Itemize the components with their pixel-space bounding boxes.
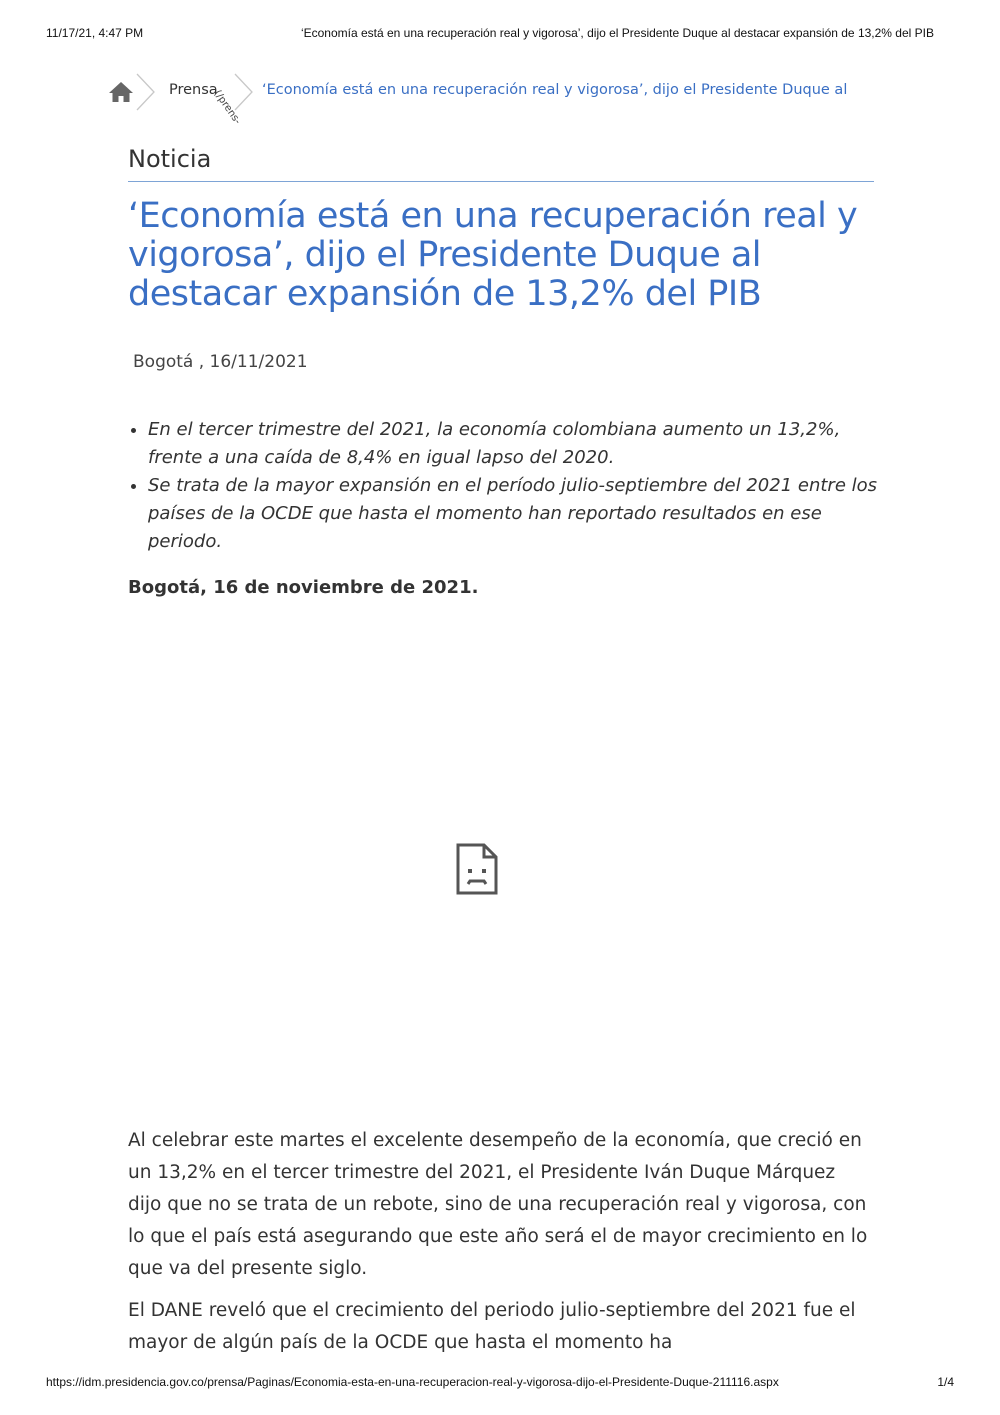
print-header (46, 26, 934, 42)
breadcrumb-rotated-text: (/prens- (211, 88, 243, 127)
section-divider (128, 181, 874, 182)
article-body (128, 1125, 868, 1369)
print-doc-title: ‘Economía está en una recuperación real y vigorosa’, dijo el Presidente Duque al destacar expansión de 13,2% del PIB (300, 26, 934, 40)
article-dateline: Bogotá , 16/11/2021 (133, 352, 308, 372)
body-paragraph: Al celebrar este martes el excelente desempeño de la economía, que creció en un 13,2% en el tercer trimestre del 2021, el Presidente Iván Duque Márquez dijo que no se trata de un rebote, sino de una recuperación real y vigorosa, con lo que el país está asegurando que este año será el de mayor crecimiento en lo que va del presente siglo. (128, 1130, 868, 1279)
print-footer (46, 1375, 954, 1391)
broken-image-icon (455, 842, 499, 896)
chevron-right-icon (135, 72, 157, 112)
highlight-item: • En el tercer trimestre del 2021, la economía colombiana aumento un 13,2%, frente a una caída de 8,4% en igual lapso del 2020. (148, 416, 888, 472)
breadcrumb-current[interactable]: ‘Economía está en una recuperación real y vigorosa’, dijo el Presidente Duque al (262, 82, 848, 98)
print-url: https://idm.presidencia.gov.co/prensa/Paginas/Economia-esta-en-una-recuperacion-real-y-vigorosa-dijo-el-Presidente-Duque-211116.aspx (46, 1375, 779, 1389)
body-paragraph: El DANE reveló que el crecimiento del periodo julio-septiembre del 2021 fue el mayor de algún país de la OCDE que hasta el momento ha (128, 1300, 856, 1353)
highlights-list (128, 416, 888, 556)
home-icon[interactable] (108, 80, 134, 104)
article-headline: ‘Economía está en una recuperación real y vigorosa’, dijo el Presidente Duque al destacar expansión de 13,2% del PIB (128, 196, 858, 314)
article-lead: Bogotá, 16 de noviembre de 2021. (128, 577, 479, 598)
breadcrumb-prensa-link[interactable]: Prensa (169, 82, 218, 98)
chevron-right-icon (233, 72, 255, 112)
print-datetime: 11/17/21, 4:47 PM (46, 26, 144, 40)
breadcrumb (108, 72, 898, 127)
highlight-item: • Se trata de la mayor expansión en el período julio-septiembre del 2021 entre los países de la OCDE que hasta el momento han reportado resultados en ese periodo. (148, 472, 888, 556)
section-label: Noticia (128, 145, 212, 173)
print-page-number: 1/4 (937, 1375, 954, 1389)
